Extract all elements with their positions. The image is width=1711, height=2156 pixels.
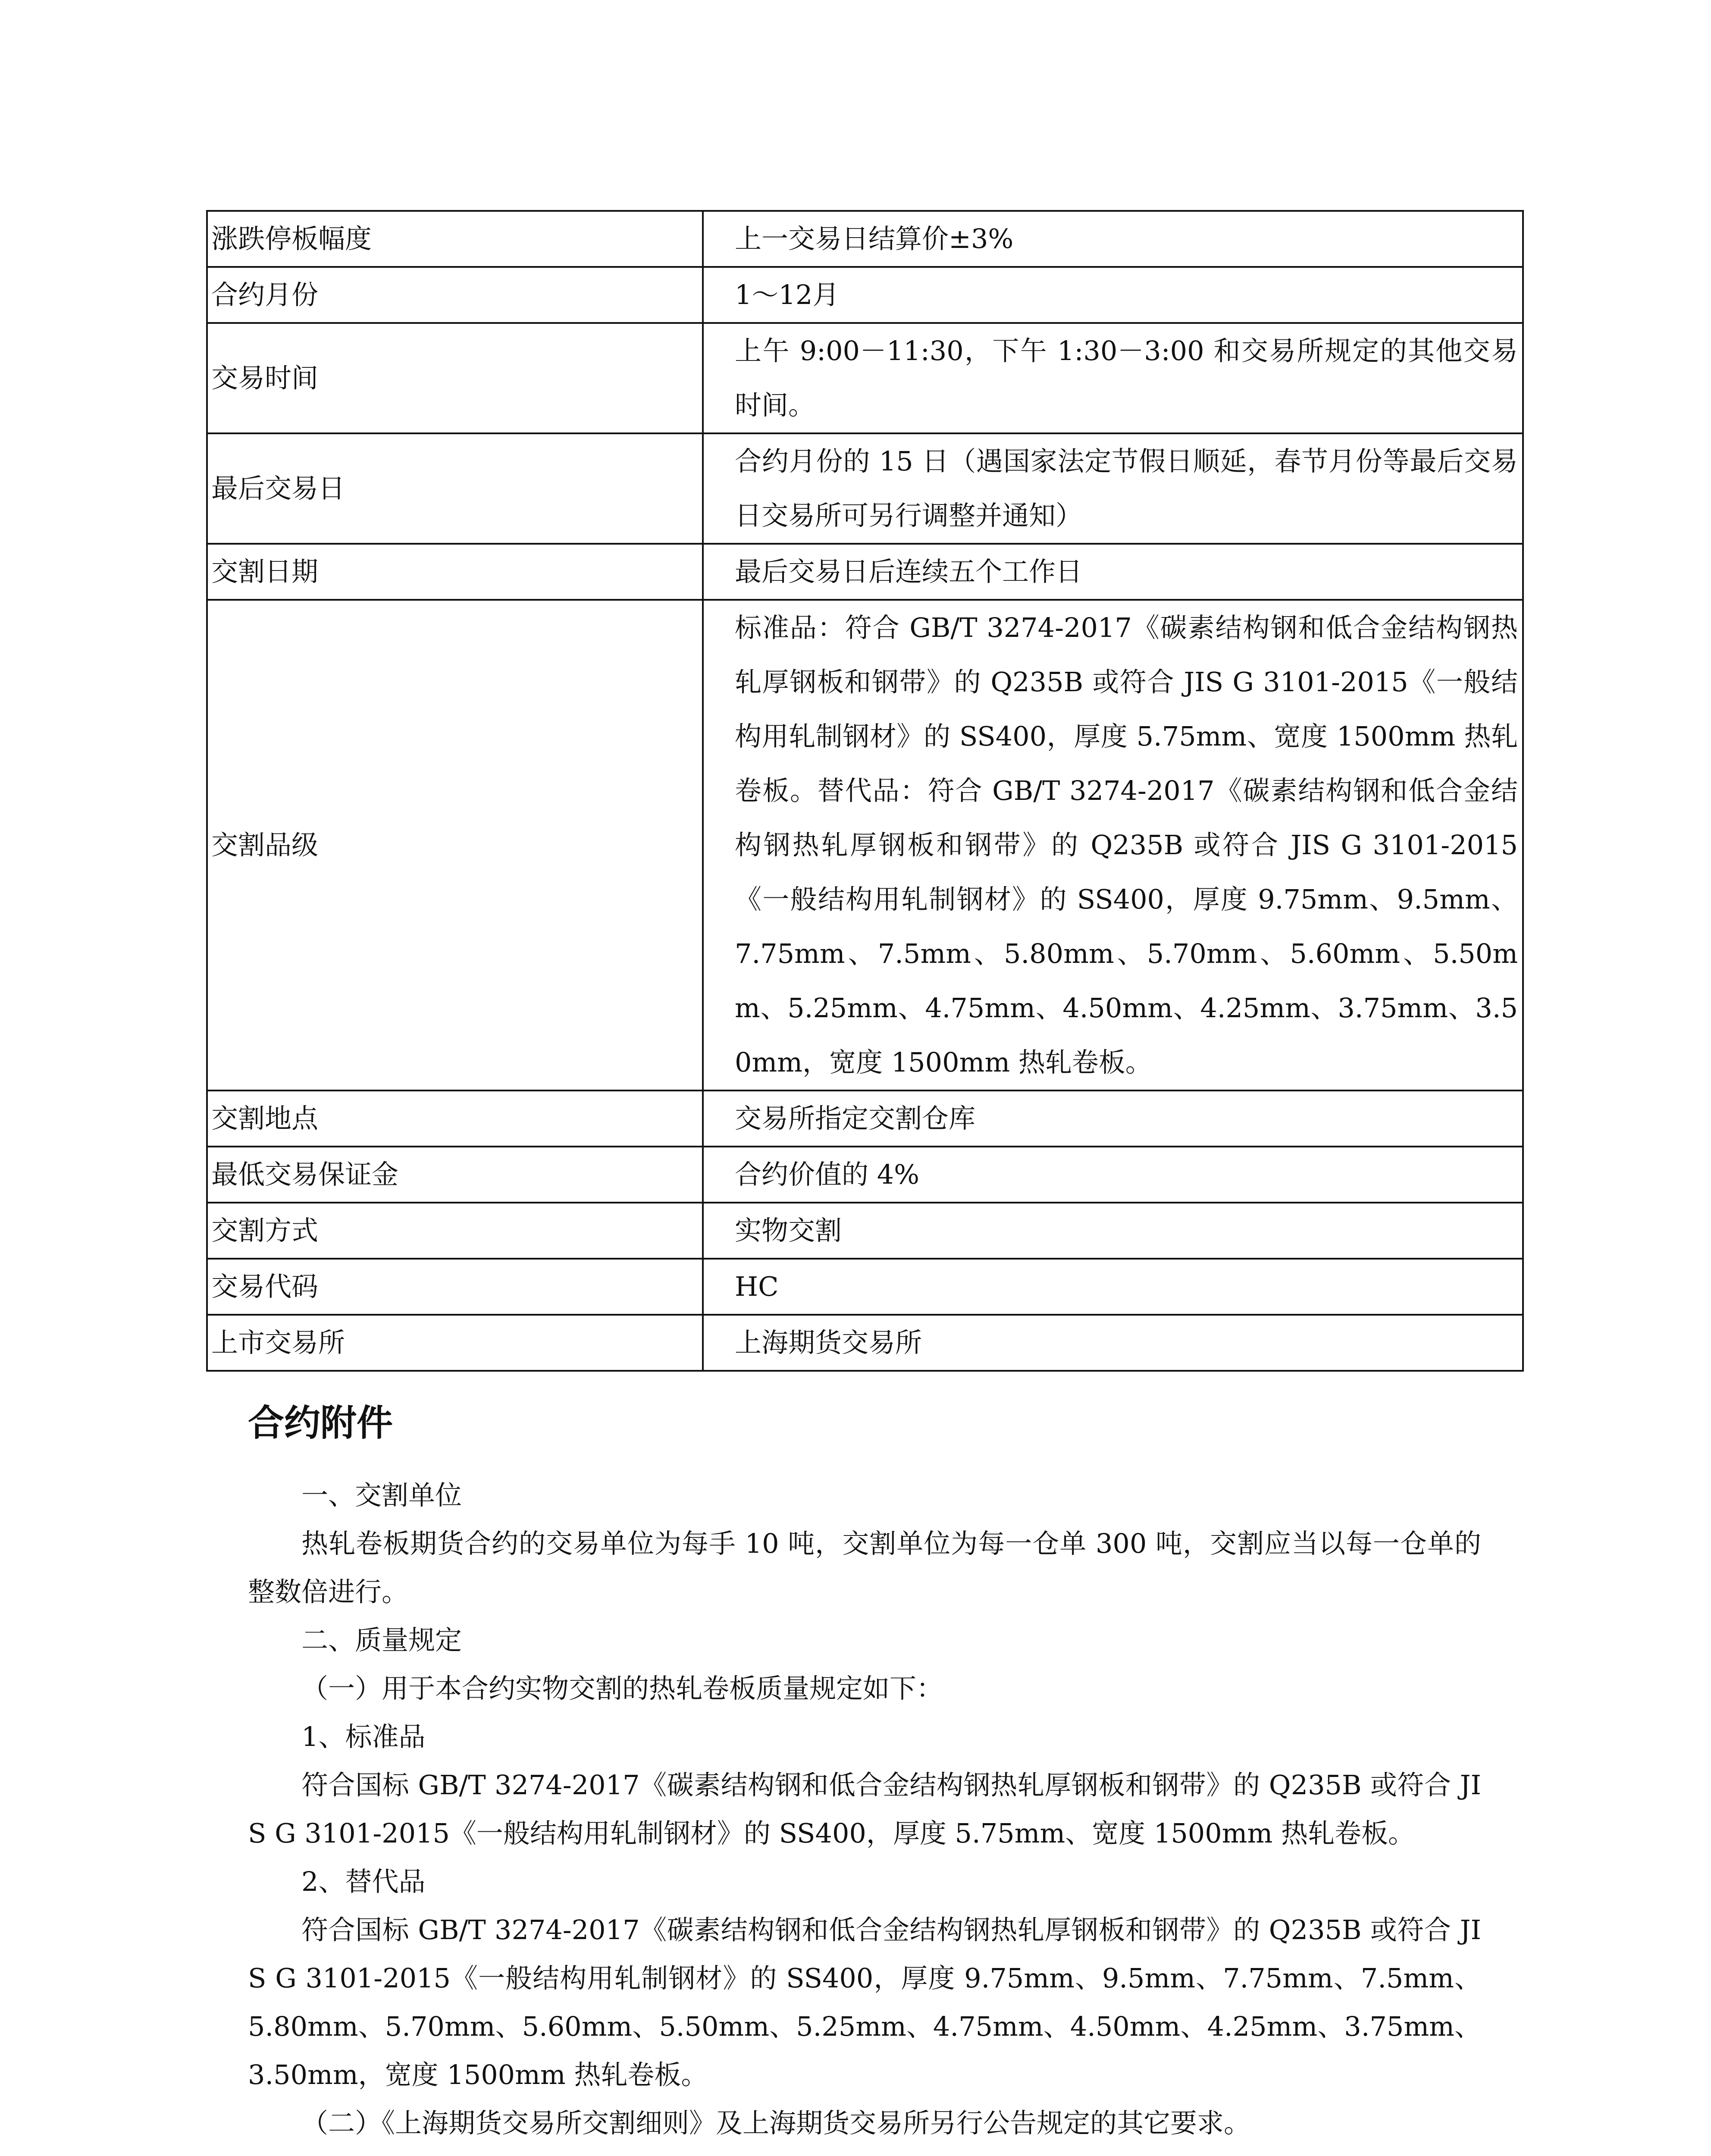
paragraph: 符合国标 GB/T 3274-2017《碳素结构钢和低合金结构钢热轧厚钢板和钢带》的 Q235B 或符合 JIS G 3101-2015《一般结构用轧制钢材》的 SS400，厚度 5.75mm、宽度 1500mm 热轧卷板。 xyxy=(248,1769,1481,1849)
table-row xyxy=(207,544,1523,600)
paragraph: 热轧卷板期货合约的交易单位为每手 10 吨，交割单位为每一仓单 300 吨，交割应当以每一仓单的整数倍进行。 xyxy=(248,1528,1481,1608)
table-row xyxy=(207,433,1523,544)
paragraph: （一）用于本合约实物交割的热轧卷板质量规定如下： xyxy=(301,1673,943,1704)
table-row xyxy=(207,323,1523,433)
row-label: 上市交易所 xyxy=(207,1315,703,1371)
table-row xyxy=(207,1315,1523,1371)
row-label: 交割地点 xyxy=(207,1091,703,1147)
table-row xyxy=(207,1147,1523,1203)
row-value: 交易所指定交割仓库 xyxy=(703,1091,1523,1147)
paragraph: 1、标准品 xyxy=(301,1721,426,1752)
row-value: 1～12月 xyxy=(703,267,1523,323)
row-label: 交割日期 xyxy=(207,544,703,600)
row-label: 交割方式 xyxy=(207,1203,703,1259)
table-row xyxy=(207,1203,1523,1259)
table-row xyxy=(207,211,1523,267)
row-value: 实物交割 xyxy=(703,1203,1523,1259)
row-value: HC xyxy=(703,1259,1523,1315)
paragraph: 二、质量规定 xyxy=(301,1624,462,1656)
row-value: 上一交易日结算价±3% xyxy=(703,211,1523,267)
paragraph: 2、替代品 xyxy=(301,1866,426,1897)
paragraph: 符合国标 GB/T 3274-2017《碳素结构钢和低合金结构钢热轧厚钢板和钢带》的 Q235B 或符合 JIS G 3101-2015《一般结构用轧制钢材》的 SS400，厚度 9.75mm、9.5mm、7.75mm、7.5mm、5.80mm、5.70mm、5.60mm、5.50mm、5.25mm、4.75mm、4.50mm、4.25mm、3.75mm、3.50mm，宽度 1500mm 热轧卷板。 xyxy=(248,1914,1481,2090)
paragraph: 一、交割单位 xyxy=(301,1479,462,1511)
row-value: 合约价值的 4% xyxy=(703,1147,1523,1203)
row-value: 合约月份的 15 日（遇国家法定节假日顺延，春节月份等最后交易日交易所可另行调整并通知） xyxy=(703,433,1523,544)
section-heading: 合约附件 xyxy=(248,1402,393,1444)
paragraph: （二）《上海期货交易所交割细则》及上海期货交易所另行公告规定的其它要求。 xyxy=(301,2107,1251,2139)
row-label: 交易代码 xyxy=(207,1259,703,1315)
contract-spec-table xyxy=(206,210,1524,1372)
row-label: 最后交易日 xyxy=(207,433,703,544)
table-row xyxy=(207,1091,1523,1147)
row-value: 标准品：符合 GB/T 3274-2017《碳素结构钢和低合金结构钢热轧厚钢板和钢带》的 Q235B 或符合 JIS G 3101-2015《一般结构用轧制钢材》的 SS400，厚度 5.75mm、宽度 1500mm 热轧卷板。替代品：符合 GB/T 3274-2017《碳素结构钢和低合金结构钢热轧厚钢板和钢带》的 Q235B 或符合 JIS G 3101-2015《一般结构用轧制钢材》的 SS400，厚度 9.75mm、9.5mm、7.75mm、7.5mm、5.80mm、5.70mm、5.60mm、5.50mm、5.25mm、4.75mm、4.50mm、4.25mm、3.75mm、3.50mm，宽度 1500mm 热轧卷板。 xyxy=(703,600,1523,1091)
table-row xyxy=(207,267,1523,323)
row-label: 涨跌停板幅度 xyxy=(207,211,703,267)
row-value: 上海期货交易所 xyxy=(703,1315,1523,1371)
row-label: 合约月份 xyxy=(207,267,703,323)
table-row xyxy=(207,1259,1523,1315)
row-value: 上午 9:00－11:30，下午 1:30－3:00 和交易所规定的其他交易时间。 xyxy=(703,323,1523,433)
paragraph xyxy=(248,2147,1481,2156)
row-label: 交易时间 xyxy=(207,323,703,433)
row-label: 交割品级 xyxy=(207,600,703,1091)
row-value: 最后交易日后连续五个工作日 xyxy=(703,544,1523,600)
row-label: 最低交易保证金 xyxy=(207,1147,703,1203)
table-row xyxy=(207,600,1523,1091)
section-body xyxy=(248,1471,1481,2156)
